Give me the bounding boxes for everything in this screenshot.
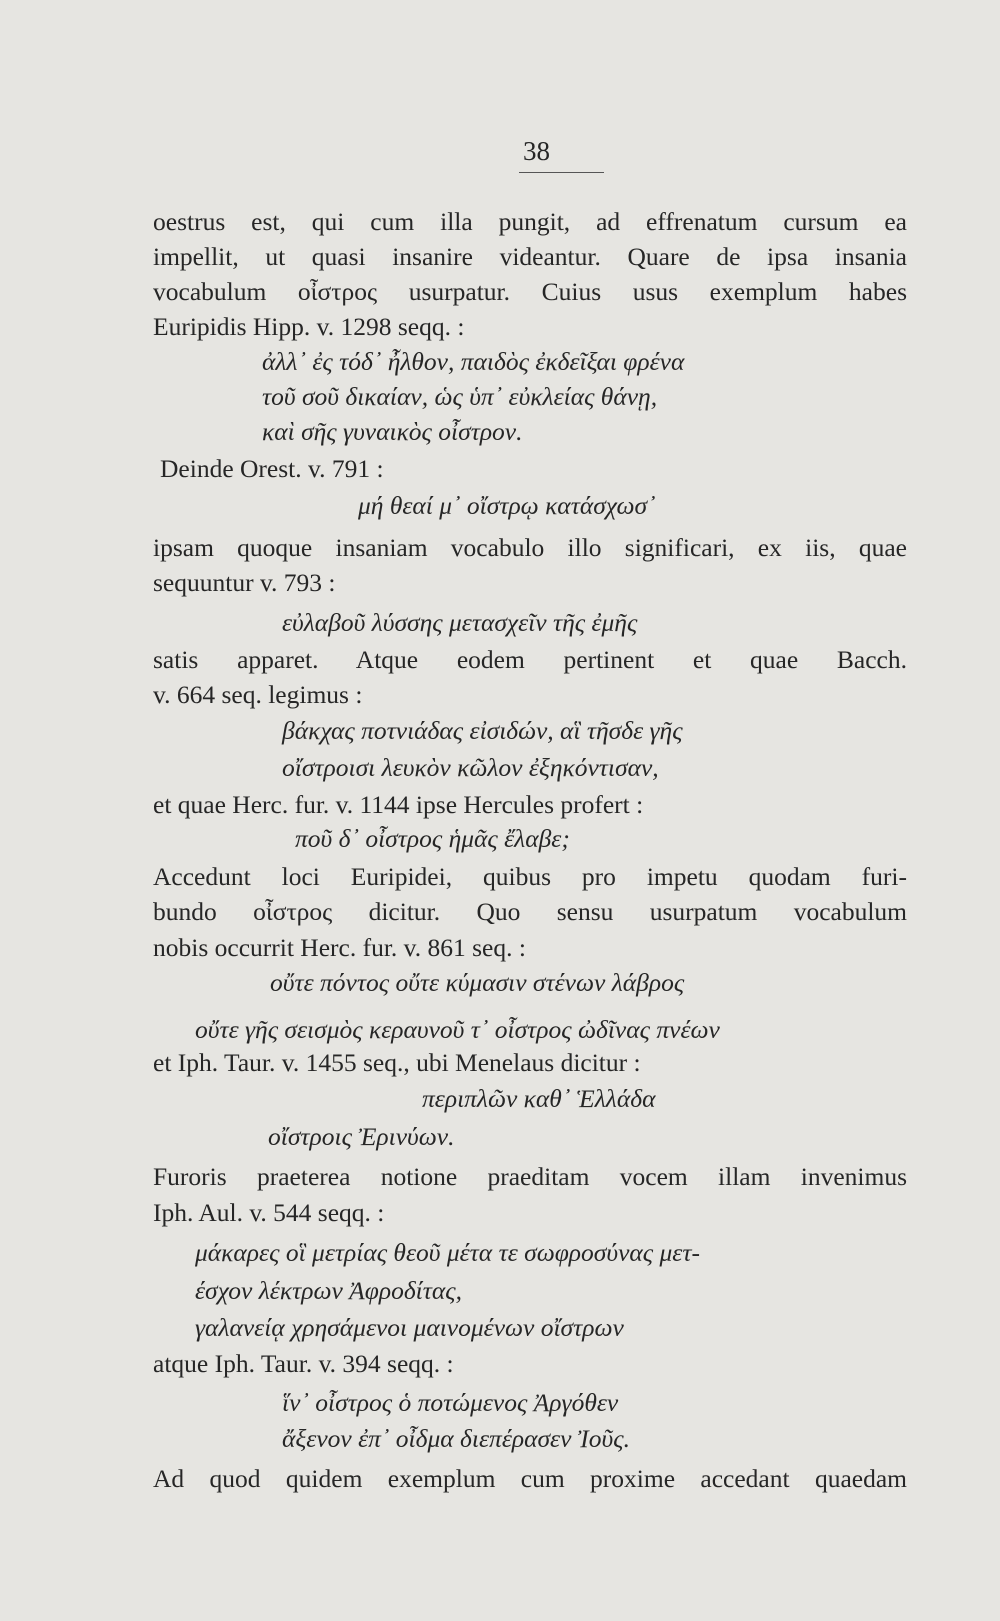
text-line: Deinde Orest. v. 791 : [160,454,384,483]
greek-verse-line: τοῦ σοῦ δικαίαν, ὡς ὑπ᾽ εὐκλείας θάνῃ, [262,382,658,411]
text-line: nobis occurrit Herc. fur. v. 861 seq. : [153,933,526,962]
greek-verse-line: καὶ σῆς γυναικὸς οἶστρον. [262,417,523,446]
greek-verse-line: ἄξενον ἐπ᾽ οἶδμα διεπέρασεν Ἰοῦς. [282,1424,630,1453]
greek-verse-line: οἴστροισι λευκὸν κῶλον ἐξηκόντισαν, [282,753,659,782]
greek-verse-line: οὔτε γῆς σεισμὸς κεραυνοῦ τ᾽ οἶστρος ὠδῖνας πνέων [195,1015,720,1044]
greek-verse-line: οὔτε πόντος οὔτε κύμασιν στένων λάβρος [270,968,685,997]
text-line: impellit, ut quasi insanire videantur. Quare de ipsa insania [153,242,907,271]
greek-verse-line: μάκαρες οἳ μετρίας θεοῦ μέτα τε σωφροσύνας μετ- [195,1238,700,1267]
greek-verse-line: οἴστροις Ἐρινύων. [268,1122,455,1151]
greek-verse-line: μή θεαί μ᾽ οἴστρῳ κατάσχωσ᾽ [358,491,656,520]
text-line: oestrus est, qui cum illa pungit, ad effrenatum cursum ea [153,207,907,236]
text-line: ipsam quoque insaniam vocabulo illo significari, ex iis, quae [153,533,907,562]
text-line: Iph. Aul. v. 544 seqq. : [153,1198,385,1227]
text-line: Ad quod quidem exemplum cum proxime accedant quaedam [153,1464,907,1493]
greek-verse-line: έσχον λέκτρων Ἀφροδίτας, [195,1276,462,1305]
page-number: 38 [523,136,550,166]
greek-verse-line: γαλανείᾳ χρησάμενοι μαινομένων οἴστρων [195,1313,624,1342]
greek-verse-line: περιπλῶν καθ᾽ Ἑλλάδα [422,1084,656,1113]
greek-verse-line: ποῦ δ᾽ οἶστρος ἡμᾶς ἔλαβε; [295,824,570,853]
text-line: et Iph. Taur. v. 1455 seq., ubi Menelaus dicitur : [153,1048,641,1077]
greek-verse-line: βάκχας ποτνιάδας εἰσιδών, αἳ τῆσδε γῆς [282,716,683,745]
text-line: atque Iph. Taur. v. 394 seqq. : [153,1349,454,1378]
text-line: sequuntur v. 793 : [153,568,336,597]
page-number-rule [519,172,604,173]
text-line: Euripidis Hipp. v. 1298 seqq. : [153,312,465,341]
text-line: satis apparet. Atque eodem pertinent et quae Bacch. [153,645,907,674]
text-line: et quae Herc. fur. v. 1144 ipse Hercules profert : [153,790,644,819]
text-line: vocabulum οἶστρος usurpatur. Cuius usus exemplum habes [153,277,907,306]
text-line: Accedunt loci Euripidei, quibus pro impetu quodam furi- [153,862,907,891]
greek-verse-line: ἀλλ᾽ ἐς τόδ᾽ ἦλθον, παιδὸς ἐκδεῖξαι φρένα [262,347,685,376]
text-line: Furoris praeterea notione praeditam vocem illam invenimus [153,1162,907,1191]
text-line: bundo οἶστρος dicitur. Quo sensu usurpatum vocabulum [153,897,907,926]
text-line: v. 664 seq. legimus : [153,680,363,709]
greek-verse-line: ἵν᾽ οἶστρος ὁ ποτώμενος Ἀργόθεν [282,1388,619,1417]
greek-verse-line: εὐλαβοῦ λύσσης μετασχεῖν τῆς ἐμῆς [282,608,638,637]
